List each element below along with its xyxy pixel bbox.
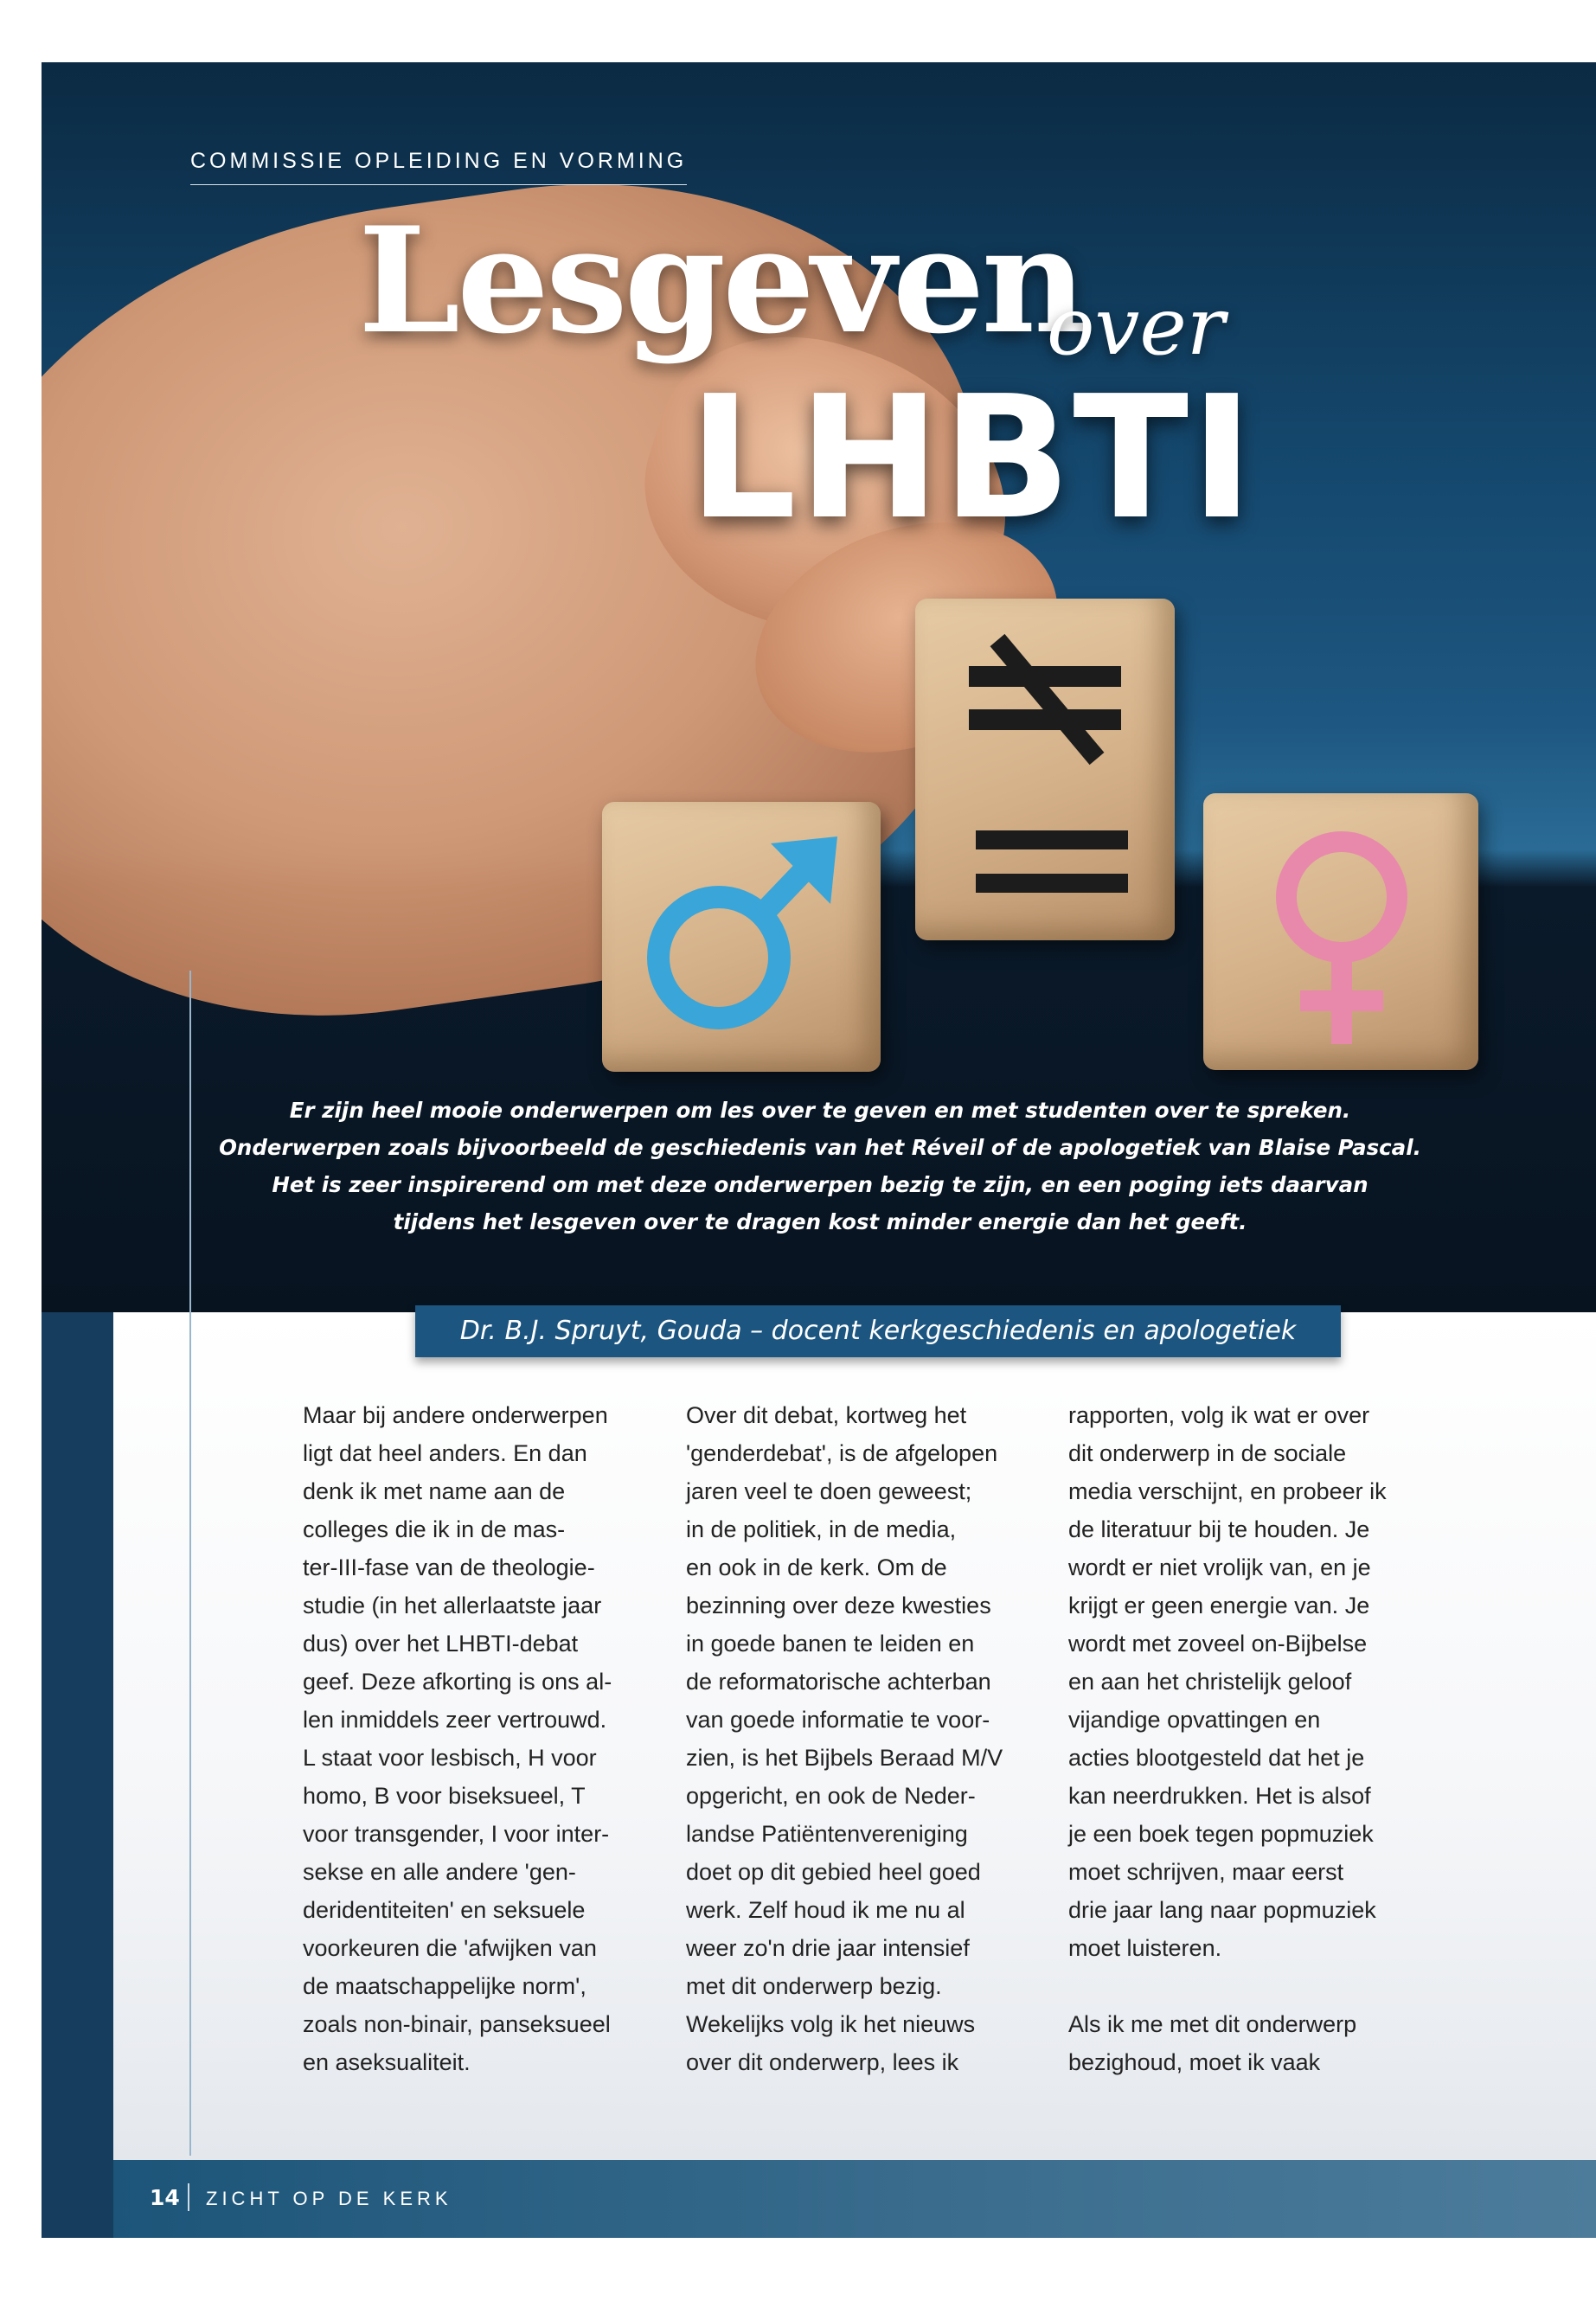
body-text-line: media verschijnt, en probeer ik <box>1068 1478 1387 1504</box>
hero-photo <box>42 62 1596 1312</box>
magazine-page <box>42 62 1596 2238</box>
body-text-line: over dit onderwerp, lees ik <box>686 2049 959 2075</box>
body-column-2 <box>686 1396 1032 2081</box>
body-text-line: bezinning over deze kwesties <box>686 1593 991 1618</box>
body-text-line: 'genderdebat', is de afgelopen <box>686 1440 998 1466</box>
body-text-line: colleges die ik in de mas- <box>303 1516 566 1542</box>
cube-not-equal <box>915 599 1175 940</box>
body-text-line: van goede informatie te voor- <box>686 1707 990 1733</box>
body-text-line: kan neerdrukken. Het is alsof <box>1068 1783 1371 1809</box>
body-text-line: deridentiteiten' en seksuele <box>303 1897 586 1923</box>
body-text-line: in goede banen te leiden en <box>686 1631 975 1657</box>
body-text-line: werk. Zelf houd ik me nu al <box>686 1897 965 1923</box>
body-text-line: je een boek tegen popmuziek <box>1068 1821 1374 1847</box>
section-kicker: COMMISSIE OPLEIDING EN VORMING <box>190 149 687 185</box>
body-text-line: voor transgender, I voor inter- <box>303 1821 610 1847</box>
cube-male <box>602 802 881 1072</box>
body-text-line: krijgt er geen energie van. Je <box>1068 1593 1370 1618</box>
magazine-name: ZICHT OP DE KERK <box>206 2188 452 2209</box>
female-symbol-icon <box>1203 793 1478 1070</box>
body-text-line: drie jaar lang naar popmuziek <box>1068 1897 1376 1923</box>
intro-line: Onderwerpen zoals bijvoorbeeld de geschiedenis van het Réveil of de apologetiek van Blaise Pascal. <box>219 1135 1421 1160</box>
intro-line: Er zijn heel mooie onderwerpen om les over te geven en met studenten over te spreken. <box>289 1098 1351 1123</box>
body-text-line: moet luisteren. <box>1068 1935 1222 1961</box>
male-symbol-icon <box>602 802 881 1072</box>
body-text-line: en ook in de kerk. Om de <box>686 1554 947 1580</box>
intro-lead <box>206 1092 1434 1240</box>
article-title-connector: over <box>1047 280 1225 373</box>
vertical-rule <box>189 971 191 2156</box>
body-text-line: geef. Deze afkorting is ons al- <box>303 1669 612 1695</box>
author-byline: Dr. B.J. Spruyt, Gouda – docent kerkgeschiedenis en apologetiek <box>415 1305 1341 1357</box>
body-text-line: acties blootgesteld dat het je <box>1068 1745 1365 1771</box>
cube-female <box>1203 793 1478 1070</box>
body-text-line: dus) over het LHBTI-debat <box>303 1631 579 1657</box>
paragraph-gap <box>1068 1967 1414 2005</box>
body-text-line: zien, is het Bijbels Beraad M/V <box>686 1745 1003 1771</box>
body-text-line: met dit onderwerp bezig. <box>686 1973 942 1999</box>
body-text-line: de maatschappelijke norm', <box>303 1973 586 1999</box>
body-text-line: homo, B voor biseksueel, T <box>303 1783 586 1809</box>
article-title-subject: LHBTI <box>689 360 1255 557</box>
body-text-line: studie (in het allerlaatste jaar <box>303 1593 602 1618</box>
body-text-line: wordt met zoveel on-Bijbelse <box>1068 1631 1368 1657</box>
body-text-line: vijandige opvattingen en <box>1068 1707 1321 1733</box>
body-text-line: len inmiddels zeer vertrouwd. <box>303 1707 607 1733</box>
body-column-1 <box>303 1396 649 2081</box>
body-text-line: Maar bij andere onderwerpen <box>303 1402 608 1428</box>
body-text-line: Over dit debat, kortweg het <box>686 1402 967 1428</box>
body-text-line: ter-III-fase van de theologie- <box>303 1554 595 1580</box>
body-text-line: en aan het christelijk geloof <box>1068 1669 1352 1695</box>
body-text-line: in de politiek, in de media, <box>686 1516 957 1542</box>
body-text-line: voorkeuren die 'afwijken van <box>303 1935 597 1961</box>
body-text-line: Als ik me met dit onderwerp <box>1068 2011 1357 2037</box>
body-text-line: landse Patiëntenvereniging <box>686 1821 968 1847</box>
body-text-line: ligt dat heel anders. En dan <box>303 1440 587 1466</box>
intro-line: tijdens het lesgeven over te dragen kost minder energie dan het geeft. <box>393 1209 1247 1234</box>
article-title: Lesgeven <box>358 195 1084 366</box>
body-column-3 <box>1068 1396 1414 2081</box>
body-text-line: zoals non-binair, panseksueel <box>303 2011 611 2037</box>
body-text-line: doet op dit gebied heel goed <box>686 1859 981 1885</box>
body-text-line: en aseksualiteit. <box>303 2049 471 2075</box>
body-text-line: jaren veel te doen geweest; <box>686 1478 972 1504</box>
page-number: 14 <box>150 2185 180 2210</box>
body-text-line: opgericht, en ook de Neder- <box>686 1783 976 1809</box>
intro-line: Het is zeer inspirerend om met deze onderwerpen bezig te zijn, en een poging iets daarvan <box>272 1172 1368 1197</box>
body-text-line: weer zo'n drie jaar intensief <box>686 1935 970 1961</box>
body-text-line: rapporten, volg ik wat er over <box>1068 1402 1370 1428</box>
body-text-line: Wekelijks volg ik het nieuws <box>686 2011 976 2037</box>
equals-icon <box>915 599 1175 940</box>
footer-divider <box>188 2183 189 2211</box>
body-text-line: wordt er niet vrolijk van, en je <box>1068 1554 1371 1580</box>
body-text-line: bezighoud, moet ik vaak <box>1068 2049 1321 2075</box>
body-text-line: de reformatorische achterban <box>686 1669 991 1695</box>
body-text-line: denk ik met name aan de <box>303 1478 566 1504</box>
body-text-line: dit onderwerp in de sociale <box>1068 1440 1347 1466</box>
body-text-line: moet schrijven, maar eerst <box>1068 1859 1344 1885</box>
body-text-line: L staat voor lesbisch, H voor <box>303 1745 597 1771</box>
body-text-line: de literatuur bij te houden. Je <box>1068 1516 1370 1542</box>
body-text-line: sekse en alle andere 'gen- <box>303 1859 576 1885</box>
